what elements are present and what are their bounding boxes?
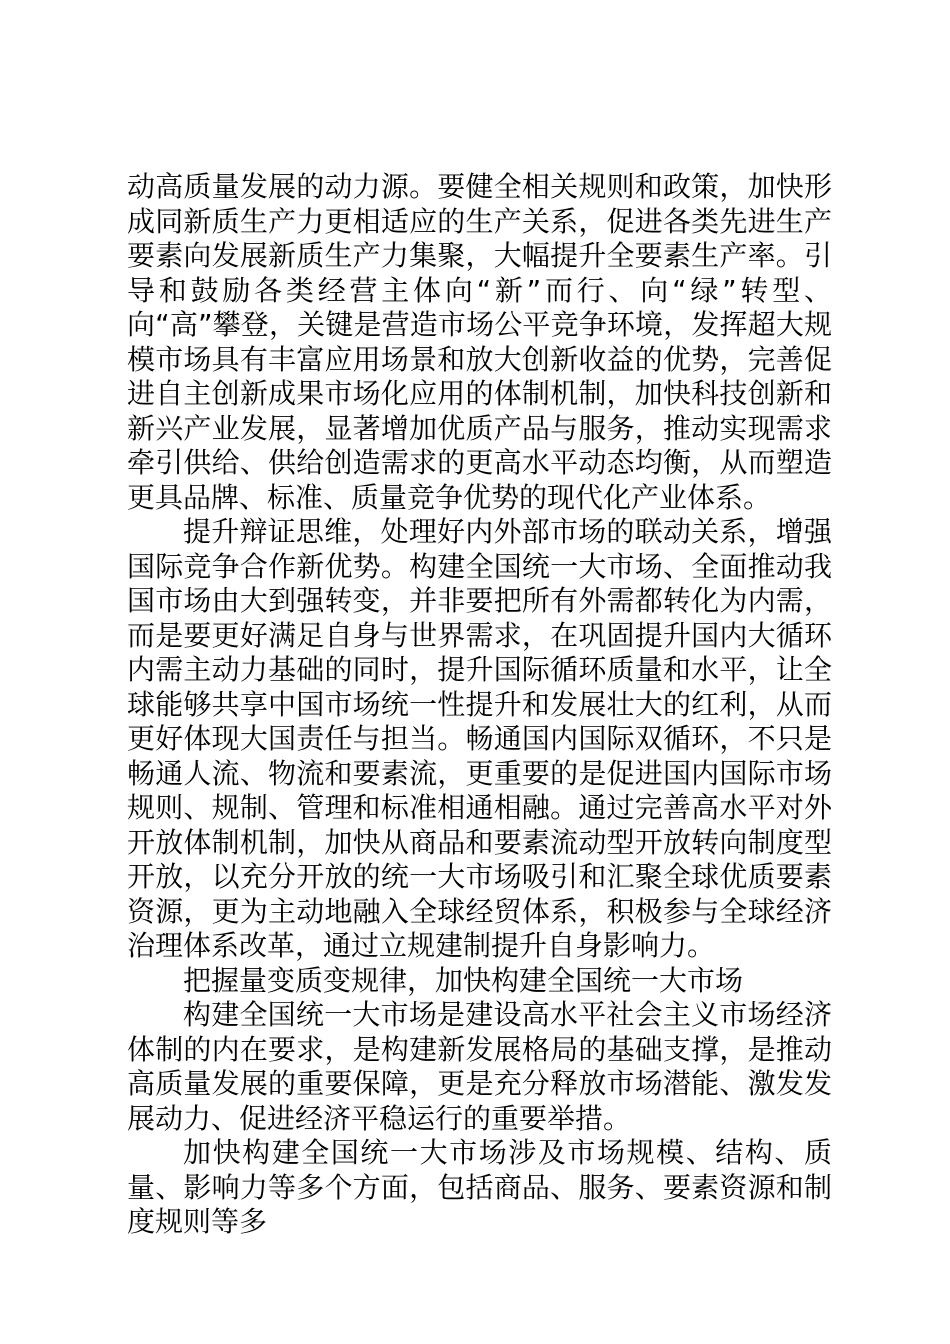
document-page: [127, 170, 832, 1240]
paragraph-dialectical-thinking: 提升辩证思维，处理好内外部市场的联动关系，增强国际竞争合作新优势。构建全国统一大市场、全面推动我国市场由大到强转变，并非要把所有外需都转化为内需，而是要更好满足自身与世界需求，在巩固提升国内大循环内需主动力基础的同时，提升国际循环质量和水平，让全球能够共享中国市场统一性提升和发展壮大的红利，从而更好体现大国责任与担当。畅通国内国际双循环，不只是畅通人流、物流和要素流，更重要的是促进国内国际市场规则、规制、管理和标准相通相融。通过完善高水平对外开放体制机制，加快从商品和要素流动型开放转向制度型开放，以充分开放的统一大市场吸引和汇聚全球优质要素资源，更为主动地融入全球经贸体系，积极参与全球经济治理体系改革，通过立规建制提升自身影响力。: [127, 515, 832, 962]
paragraph-market-scope: 加快构建全国统一大市场涉及市场规模、结构、质量、影响力等多个方面，包括商品、服务、要素资源和制度规则等多: [127, 1136, 832, 1238]
paragraph-new-productivity: 动高质量发展的动力源。要健全相关规则和政策，加快形成同新质生产力更相适应的生产关系，促进各类先进生产要素向发展新质生产力集聚，大幅提升全要素生产率。引导和鼓励各类经营主体向“新”而行、向“绿”转型、向“高”攀登，关键是营造市场公平竞争环境，发挥超大规模市场具有丰富应用场景和放大创新收益的优势，完善促进自主创新成果市场化应用的体制机制，加快科技创新和新兴产业发展，显著增加优质产品与服务，推动实现需求牵引供给、供给创造需求的更高水平动态均衡，从而塑造更具品牌、标准、质量竞争优势的现代化产业体系。: [127, 170, 832, 514]
section-heading: 把握量变质变规律，加快构建全国统一大市场: [183, 963, 744, 997]
paragraph-unified-market: 构建全国统一大市场是建设高水平社会主义市场经济体制的内在要求，是构建新发展格局的基础支撑，是推动高质量发展的重要保障，更是充分释放市场潜能、激发发展动力、促进经济平稳运行的重要举措。: [127, 998, 832, 1135]
